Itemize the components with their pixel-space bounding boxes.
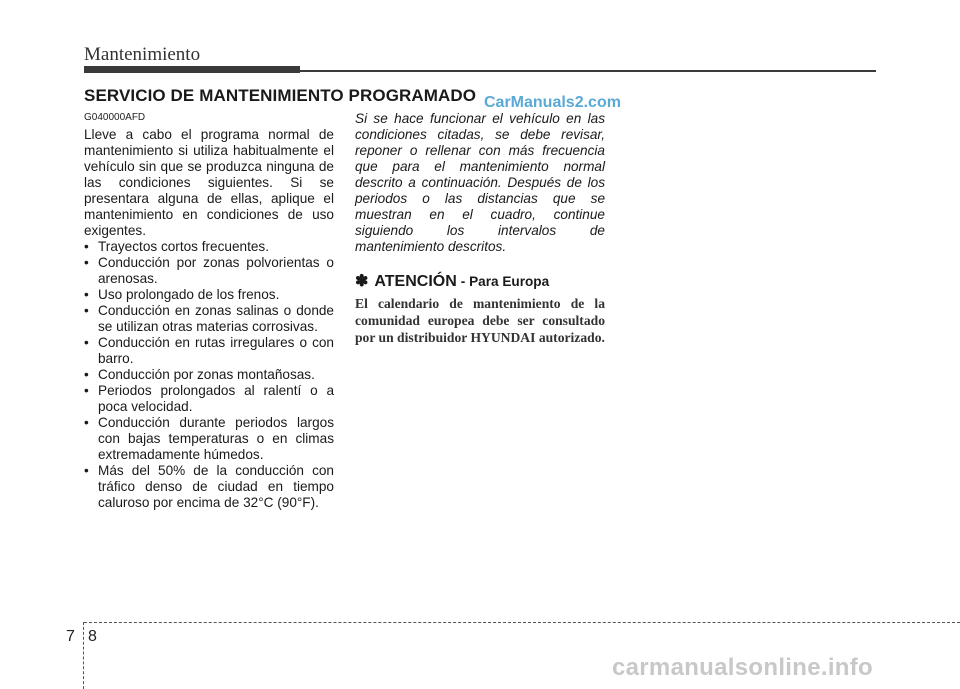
list-item: [84, 255, 334, 287]
list-item: [84, 415, 334, 463]
list-item: [84, 287, 334, 303]
intro-paragraph: Lleve a cabo el programa normal de mantenimiento si utiliza habitualmente el vehículo sin que se produzca ninguna de las condiciones siguientes. Si se presentara alguna de ellas, aplique el mantenimiento en condiciones de uso exigentes.: [84, 127, 334, 238]
bullet-icon: •: [84, 287, 89, 302]
watermark-top[interactable]: CarManuals2.com: [484, 94, 621, 111]
section-title: SERVICIO DE MANTENIMIENTO PROGRAMADO: [84, 86, 477, 105]
list-item-text: Conducción en rutas irregulares o con barro.: [98, 335, 334, 366]
bullet-icon: •: [84, 335, 89, 350]
bullet-icon: •: [84, 383, 89, 398]
list-item: [84, 239, 334, 255]
list-item-text: Periodos prolongados al ralentí o a poca velocidad.: [98, 383, 334, 414]
attention-body: El calendario de mantenimiento de la comunidad europea debe ser consultado por un distribuidor HYUNDAI autorizado.: [355, 296, 605, 345]
bullet-icon: •: [84, 255, 89, 270]
attention-subtitle: - Para Europa: [460, 274, 550, 289]
footer-divider: [84, 622, 960, 623]
header-bar-thin: [300, 70, 876, 72]
asterisk-icon: ✽: [355, 273, 369, 290]
attention-heading: [355, 271, 605, 291]
section-code: G040000AFD: [84, 112, 146, 123]
list-item: [84, 383, 334, 415]
watermark-bottom[interactable]: carmanualsonline.info: [612, 654, 874, 681]
bullet-icon: •: [84, 303, 89, 318]
running-title: Mantenimiento: [84, 44, 201, 65]
header-bar-thick: [84, 66, 300, 73]
list-item-text: Conducción en zonas salinas o donde se utilizan otras materias corrosivas.: [98, 303, 334, 334]
bullet-icon: •: [84, 239, 89, 254]
list-item: [84, 303, 334, 335]
attention-title: ATENCIÓN: [374, 273, 457, 290]
severe-use-note: Si se hace funcionar el vehículo en las condiciones citadas, se debe revisar, reponer o rellenar con más frecuencia que para el mantenimiento normal descrito a continuación. Después de los periodos o las distancias que se muestran en el cuadro, continue siguiendo los intervalos de mantenimiento descritos.: [355, 111, 605, 254]
chapter-number: 7: [66, 628, 75, 645]
list-item-text: Conducción por zonas polvorientas o arenosas.: [98, 255, 334, 286]
bullet-icon: •: [84, 367, 89, 382]
list-item-text: Conducción por zonas montañosas.: [98, 367, 315, 382]
list-item-text: Conducción durante periodos largos con bajas temperaturas o en climas extremadamente húmedos.: [98, 415, 334, 462]
conditions-list: [84, 239, 334, 511]
list-item: [84, 367, 334, 383]
bullet-icon: •: [84, 415, 89, 430]
footer-vertical-divider: [83, 622, 84, 689]
list-item-text: Trayectos cortos frecuentes.: [98, 239, 269, 254]
page-number: 8: [88, 628, 97, 645]
list-item: [84, 335, 334, 367]
list-item: [84, 463, 334, 511]
list-item-text: Más del 50% de la conducción con tráfico denso de ciudad en tiempo caluroso por encima de 32°C (90°F).: [98, 463, 334, 510]
left-column: [84, 127, 334, 511]
list-item-text: Uso prolongado de los frenos.: [98, 287, 280, 302]
right-column: [355, 111, 605, 346]
bullet-icon: •: [84, 463, 89, 478]
